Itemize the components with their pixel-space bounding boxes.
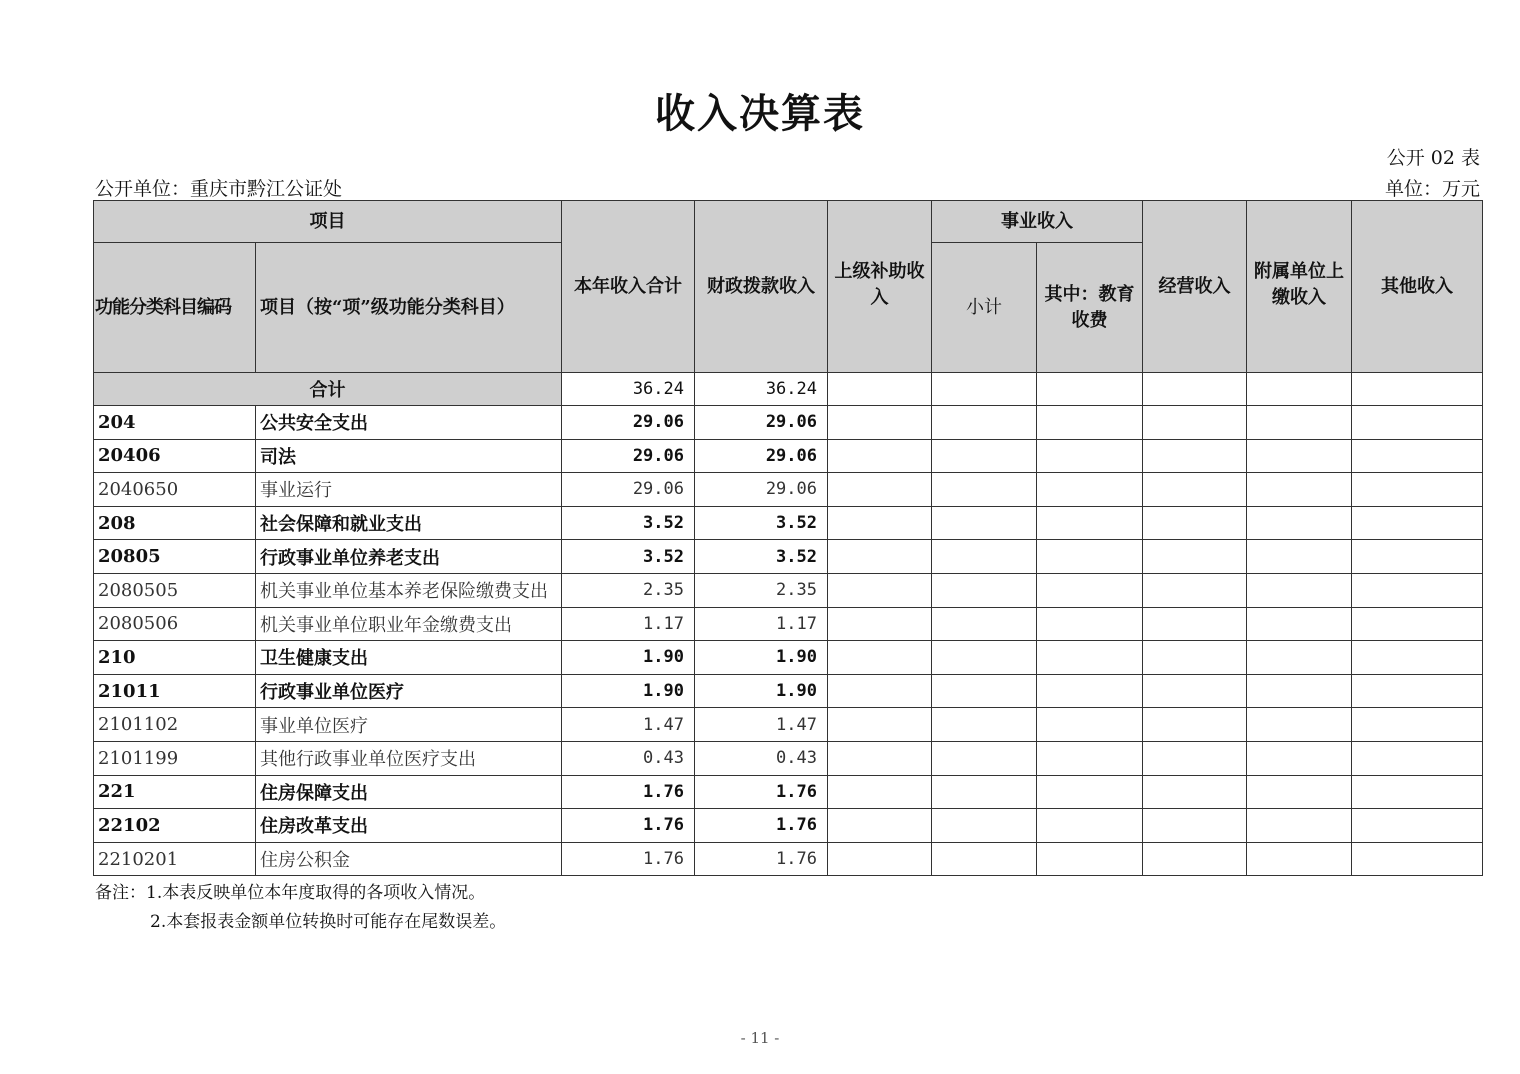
empty-cell — [1247, 439, 1352, 473]
empty-cell — [1037, 473, 1143, 507]
row-total-income: 1.76 — [562, 842, 695, 876]
empty-cell — [1247, 842, 1352, 876]
empty-cell — [1352, 506, 1483, 540]
total-income-value: 36.24 — [562, 373, 695, 406]
row-name: 行政事业单位养老支出 — [256, 540, 562, 574]
table-row — [94, 708, 1483, 742]
row-code: 20406 — [94, 439, 256, 473]
empty-cell — [828, 473, 932, 507]
row-name: 事业单位医疗 — [256, 708, 562, 742]
empty-cell — [1247, 741, 1352, 775]
empty-cell — [932, 775, 1037, 809]
empty-cell — [1143, 809, 1247, 843]
row-name: 机关事业单位基本养老保险缴费支出 — [256, 573, 562, 607]
row-code: 221 — [94, 775, 256, 809]
row-name: 事业运行 — [256, 473, 562, 507]
row-fiscal: 3.52 — [695, 506, 828, 540]
empty-cell — [1352, 406, 1483, 440]
table-row — [94, 506, 1483, 540]
reporting-unit: 公开单位：重庆市黔江公证处 — [95, 178, 343, 200]
empty-cell — [1037, 607, 1143, 641]
table-row — [94, 573, 1483, 607]
empty-cell — [1037, 741, 1143, 775]
table-row — [94, 439, 1483, 473]
row-total-income: 1.76 — [562, 775, 695, 809]
empty-cell — [932, 540, 1037, 574]
empty-cell — [1037, 809, 1143, 843]
empty-cell — [1247, 775, 1352, 809]
row-fiscal: 29.06 — [695, 439, 828, 473]
header-subtotal: 小计 — [932, 243, 1037, 373]
page-title: 收入决算表 — [655, 90, 865, 137]
empty-cell — [828, 741, 932, 775]
empty-cell — [1247, 573, 1352, 607]
empty-cell — [1247, 540, 1352, 574]
row-code: 2210201 — [94, 842, 256, 876]
row-name: 机关事业单位职业年金缴费支出 — [256, 607, 562, 641]
notes — [95, 879, 506, 937]
empty-cell — [1247, 473, 1352, 507]
empty-cell — [1143, 473, 1247, 507]
empty-cell — [932, 473, 1037, 507]
row-name: 住房改革支出 — [256, 809, 562, 843]
table-row — [94, 842, 1483, 876]
row-total-income: 29.06 — [562, 406, 695, 440]
empty-cell — [1247, 674, 1352, 708]
empty-cell — [1037, 573, 1143, 607]
empty-cell — [828, 708, 932, 742]
empty-cell — [1143, 641, 1247, 675]
empty-cell — [828, 540, 932, 574]
table-row — [94, 641, 1483, 675]
empty-cell — [932, 741, 1037, 775]
row-total-income: 1.17 — [562, 607, 695, 641]
empty-cell — [1352, 573, 1483, 607]
form-number: 公开 02 表 — [1386, 147, 1480, 169]
row-name: 住房保障支出 — [256, 775, 562, 809]
empty-cell — [932, 708, 1037, 742]
income-table — [93, 200, 1483, 876]
table-row — [94, 674, 1483, 708]
row-fiscal: 1.17 — [695, 607, 828, 641]
row-code: 2080505 — [94, 573, 256, 607]
row-total-income: 3.52 — [562, 540, 695, 574]
table-row — [94, 775, 1483, 809]
header-career-income: 事业收入 — [932, 201, 1143, 243]
row-code: 2040650 — [94, 473, 256, 507]
row-fiscal: 2.35 — [695, 573, 828, 607]
row-code: 210 — [94, 641, 256, 675]
empty-cell — [1037, 842, 1143, 876]
row-code: 22102 — [94, 809, 256, 843]
header-name: 项目（按“项”级功能分类科目） — [256, 243, 562, 373]
row-code: 2080506 — [94, 607, 256, 641]
row-total-income: 29.06 — [562, 473, 695, 507]
empty-cell — [1037, 674, 1143, 708]
empty-cell — [1352, 607, 1483, 641]
empty-cell — [932, 573, 1037, 607]
empty-cell — [828, 775, 932, 809]
total-fiscal-value: 36.24 — [695, 373, 828, 406]
table-row — [94, 809, 1483, 843]
empty-cell — [1143, 775, 1247, 809]
row-code: 21011 — [94, 674, 256, 708]
empty-cell — [828, 809, 932, 843]
table-row — [94, 540, 1483, 574]
empty-cell — [1247, 641, 1352, 675]
empty-cell — [1352, 674, 1483, 708]
empty-cell — [828, 674, 932, 708]
empty-cell — [828, 439, 932, 473]
row-name: 行政事业单位医疗 — [256, 674, 562, 708]
table-row — [94, 741, 1483, 775]
header-affiliated: 附属单位上缴收入 — [1247, 201, 1352, 373]
row-total-income: 1.76 — [562, 809, 695, 843]
empty-cell — [932, 641, 1037, 675]
empty-cell — [932, 809, 1037, 843]
empty-cell — [1247, 607, 1352, 641]
empty-cell — [1247, 809, 1352, 843]
header-project: 项目 — [94, 201, 562, 243]
empty-cell — [1352, 775, 1483, 809]
empty-cell — [1247, 406, 1352, 440]
empty-cell — [1143, 439, 1247, 473]
row-code: 204 — [94, 406, 256, 440]
note-1: 备注：1.本表反映单位本年度取得的各项收入情况。 — [95, 883, 486, 903]
header-code: 功能分类科目编码 — [94, 243, 256, 373]
empty-cell — [828, 506, 932, 540]
row-name: 住房公积金 — [256, 842, 562, 876]
empty-cell — [1352, 741, 1483, 775]
empty-cell — [932, 842, 1037, 876]
empty-cell — [1352, 473, 1483, 507]
empty-cell — [828, 607, 932, 641]
row-total-income: 0.43 — [562, 741, 695, 775]
empty-cell — [1037, 439, 1143, 473]
row-fiscal: 1.76 — [695, 809, 828, 843]
empty-cell — [1143, 741, 1247, 775]
empty-cell — [1352, 708, 1483, 742]
empty-cell — [1143, 607, 1247, 641]
row-name: 公共安全支出 — [256, 406, 562, 440]
empty-cell — [932, 439, 1037, 473]
row-name: 其他行政事业单位医疗支出 — [256, 741, 562, 775]
row-total-income: 1.47 — [562, 708, 695, 742]
empty-cell — [828, 573, 932, 607]
row-code: 20805 — [94, 540, 256, 574]
empty-cell — [932, 674, 1037, 708]
header-operating: 经营收入 — [1143, 201, 1247, 373]
empty-cell — [1143, 674, 1247, 708]
empty-cell — [828, 641, 932, 675]
row-total-income: 29.06 — [562, 439, 695, 473]
empty-cell — [1247, 708, 1352, 742]
page-number: - 11 - — [740, 1029, 780, 1047]
empty-cell — [1352, 809, 1483, 843]
row-code: 2101102 — [94, 708, 256, 742]
row-fiscal: 1.47 — [695, 708, 828, 742]
empty-cell — [1143, 506, 1247, 540]
row-total-income: 2.35 — [562, 573, 695, 607]
row-fiscal: 1.76 — [695, 842, 828, 876]
empty-cell — [1352, 641, 1483, 675]
row-fiscal: 0.43 — [695, 741, 828, 775]
row-name: 卫生健康支出 — [256, 641, 562, 675]
currency-unit: 单位：万元 — [1384, 178, 1480, 200]
empty-cell — [1352, 842, 1483, 876]
empty-cell — [1037, 641, 1143, 675]
header-education: 其中：教育收费 — [1037, 243, 1143, 373]
row-name: 社会保障和就业支出 — [256, 506, 562, 540]
empty-cell — [1352, 439, 1483, 473]
empty-cell — [1247, 506, 1352, 540]
row-fiscal: 29.06 — [695, 406, 828, 440]
table-row — [94, 473, 1483, 507]
empty-cell — [1037, 406, 1143, 440]
row-fiscal: 1.90 — [695, 641, 828, 675]
table-row — [94, 406, 1483, 440]
header-other: 其他收入 — [1352, 201, 1483, 373]
total-label: 合计 — [94, 373, 562, 406]
total-row — [94, 373, 1483, 406]
header-total-income: 本年收入合计 — [562, 201, 695, 373]
row-name: 司法 — [256, 439, 562, 473]
row-total-income: 1.90 — [562, 674, 695, 708]
row-fiscal: 3.52 — [695, 540, 828, 574]
empty-cell — [1143, 708, 1247, 742]
empty-cell — [828, 406, 932, 440]
empty-cell — [1352, 540, 1483, 574]
table-row — [94, 607, 1483, 641]
empty-cell — [1037, 708, 1143, 742]
row-code: 2101199 — [94, 741, 256, 775]
empty-cell — [1143, 406, 1247, 440]
row-total-income: 3.52 — [562, 506, 695, 540]
row-code: 208 — [94, 506, 256, 540]
empty-cell — [828, 842, 932, 876]
row-total-income: 1.90 — [562, 641, 695, 675]
note-2: 2.本套报表金额单位转换时可能存在尾数误差。 — [150, 912, 507, 932]
empty-cell — [1143, 540, 1247, 574]
empty-cell — [932, 607, 1037, 641]
empty-cell — [1143, 842, 1247, 876]
empty-cell — [932, 506, 1037, 540]
empty-cell — [932, 406, 1037, 440]
header-fiscal: 财政拨款收入 — [695, 201, 828, 373]
empty-cell — [1037, 775, 1143, 809]
row-fiscal: 1.76 — [695, 775, 828, 809]
empty-cell — [1037, 506, 1143, 540]
row-fiscal: 1.90 — [695, 674, 828, 708]
row-fiscal: 29.06 — [695, 473, 828, 507]
empty-cell — [1037, 540, 1143, 574]
header-row-1 — [94, 201, 1483, 243]
empty-cell — [1143, 573, 1247, 607]
header-superior: 上级补助收入 — [828, 201, 932, 373]
